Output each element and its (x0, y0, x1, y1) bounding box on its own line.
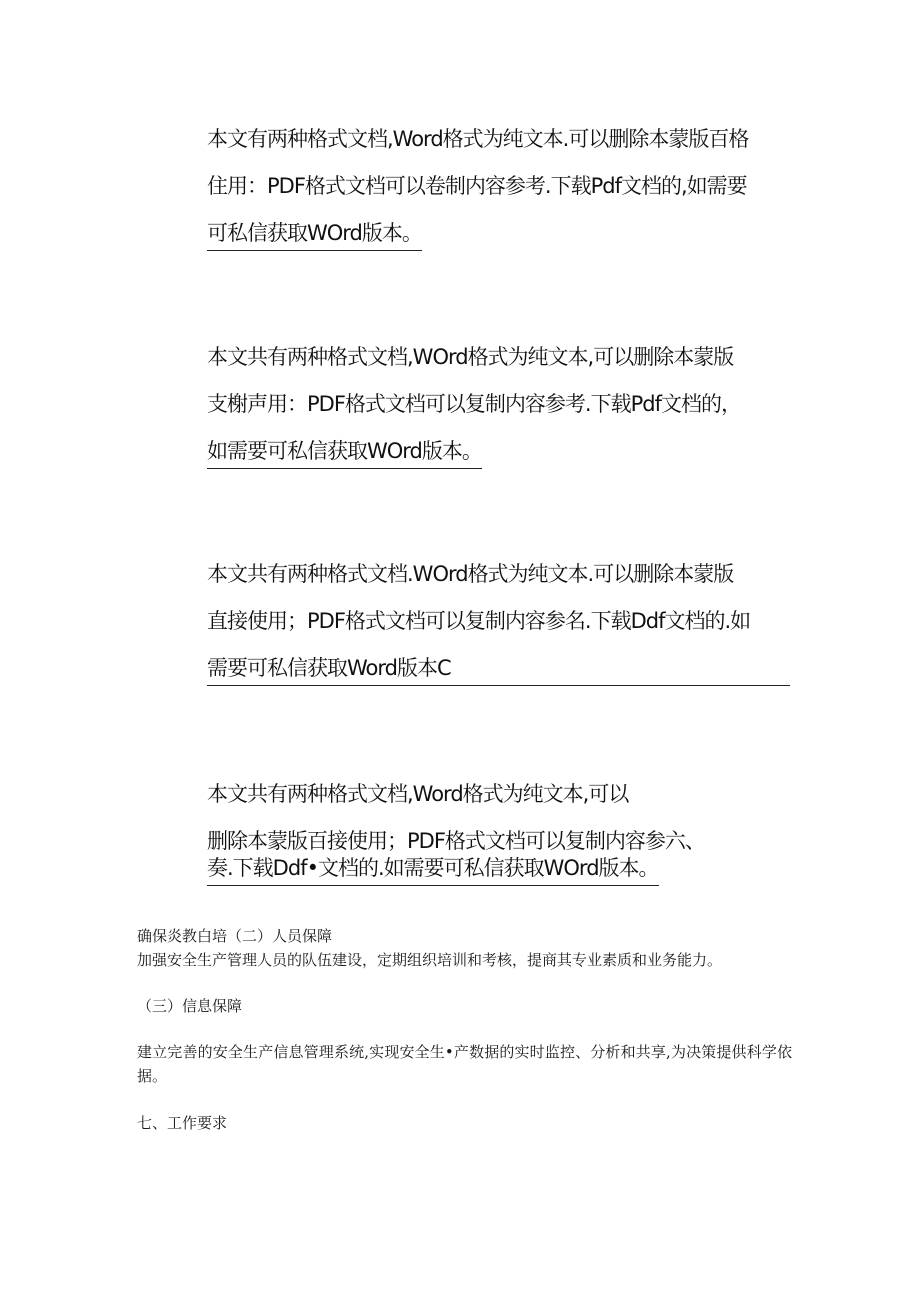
watermark-notice-1 (207, 124, 748, 251)
paragraph: 建立完善的安全生产信息管理系统,实现安全生•产数据的实时监控、分析和共享,为决策提供科学依据。 (137, 1043, 792, 1085)
notice-line-underlined: 可私信获取WOrd版本。 (207, 218, 422, 251)
notice-line: 本文有两种格式文档,Word格式为纯文本.可以删除本蒙版百格 (207, 127, 749, 151)
notice-line-underlined: 如需要可私信获取WOrd版本。 (207, 436, 482, 469)
paragraph: 加强安全生产管理人员的队伍建设，定期组织培训和考核，提商其专业素质和业务能力。 (137, 951, 723, 969)
notice-line: 本文共有两种格式文档,Word格式为纯文本,可以 (207, 782, 629, 806)
notice-line: 直接使用；PDF格式文档可以复制内容参名.下载Ddf文档的.如 (207, 609, 751, 633)
watermark-notice-3 (207, 559, 790, 686)
notice-line: 删除本蒙版百接使用；PDF格式文档可以复制内容参六、 (207, 829, 705, 853)
notice-line: 支榭声用：PDF格式文档可以复制内容参考.下载Pdf文档的， (207, 392, 741, 416)
section-heading: （三）信息保障 (137, 997, 243, 1015)
section-heading: 七、工作要求 (137, 1114, 228, 1132)
notice-line: 本文共有两种格式文档,WOrd格式为纯文本,可以删除本蒙版 (207, 345, 734, 369)
notice-line: 住用：PDF格式文档可以卷制内容参考.下载Pdf文档的,如需要 (207, 174, 747, 198)
watermark-notice-2 (207, 342, 741, 469)
notice-line-underlined: 奏.下载Ddf•文档的.如需要可私信获取WOrd版本。 (207, 853, 659, 886)
notice-line-underlined: 需要可私信获取Word版本C (207, 653, 790, 686)
document-body (137, 924, 792, 1135)
notice-line: 本文共有两种格式文档.WOrd格式为纯文本.可以删除本蒙版 (207, 562, 734, 586)
section-heading: 确保炎教白培（二）人员保障 (137, 927, 333, 945)
watermark-notice-4 (207, 779, 705, 886)
